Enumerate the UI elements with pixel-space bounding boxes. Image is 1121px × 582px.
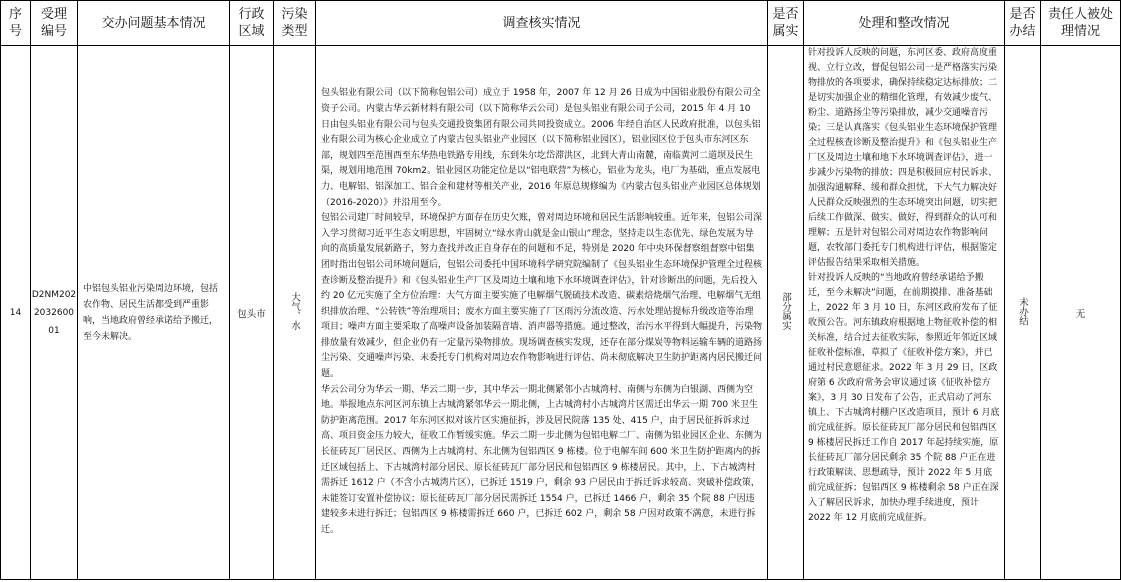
header-accountability: 责任人被处理情况 bbox=[1041, 1, 1121, 46]
cell-region: 包头市 bbox=[230, 46, 274, 580]
investigation-paragraph: 华云公司分为华云一期、华云二期一步，其中华云一期北侧紧邻小古城湾村、南侧与东侧为白银湖、西侧为空地。举报地点东河区河东镇上古城湾紧邻华云一期北侧，上古城湾村小古城湾片区需迁出华云一期 700 米卫生防护距离范围。2017 年东河区拟对该片区实施征拆，涉及居民院落 135 处、415 户，由于居民征拆诉求过高、项目资金压力较大，征收工作暂缓实施。华云二期一步北侧为包铝电解二厂、南侧为铝业园区企业、东侧为长征砖瓦厂居民区、西侧为上古城湾村、东北侧为包铝西区 9 栋楼。位于电解车间 600 米卫生防护距离内的拆迁区域包括上、下古城湾村部分居民、原长征砖瓦厂部分居民和包铝西区 9 栋楼居民。其中，上、下古城湾村需拆迁 1612 户（不含小古城湾片区），已拆迁 1519 户，剩余 93 户居民由于拆迁诉求较高、突破补偿政策，未能签订安置补偿协议；原长征砖瓦厂部分居民需拆迁 1554 户，已拆迁 1466 户，剩余 35 个院 88 户因违建较多未进行拆迁；包铝西区 9 栋楼需拆迁 660 户，已拆迁 602 户，剩余 58 户因对政策不满意，未进行拆迁。 bbox=[321, 384, 763, 536]
pollution-type-text: 大气、水 bbox=[289, 292, 300, 330]
completed-text: 未办结 bbox=[1017, 296, 1028, 326]
cell-verified bbox=[768, 46, 804, 580]
header-completed: 是否办结 bbox=[1005, 1, 1041, 46]
cell-pollution-type bbox=[274, 46, 316, 580]
header-handling: 处理和整改情况 bbox=[804, 1, 1005, 46]
case-id-line: 01 bbox=[48, 325, 60, 336]
cell-index: 14 bbox=[1, 46, 31, 580]
cell-handling bbox=[804, 46, 1005, 580]
header-investigation: 调查核实情况 bbox=[316, 1, 768, 46]
header-verified: 是否属实 bbox=[768, 1, 804, 46]
handling-paragraph: 针对投诉人反映的问题，东河区委、政府高度重视、立行立改，督促包铝公司一是严格落实污染物排放的各项要求，确保持续稳定达标排放；二是切实加强企业的精细化管理，有效减少废气、粉尘、道路扬尘等污染排放，减少交通噪音污染；三是认真落实《包头铝业生态环境保护管理全过程核查诊断及整治提升》和《包头铝业生产厂区及周边土壤和地下水环境调查评估》，进一步减少污染物的排放；四是积极回应村民诉求、加强沟通解释、缓和群众担忧，下大气力解决好人民群众反映强烈的生态环境突出问题，切实把后续工作做深、做实、做好，得到群众的认可和理解；五是针对包铝公司对周边农作物影响问题，农牧部门委托专门机构进行评估，根据鉴定评估报告结果采取相关措施。 bbox=[808, 48, 998, 268]
cell-investigation bbox=[316, 46, 768, 580]
cell-completed bbox=[1005, 46, 1041, 580]
verified-text: 部分属实 bbox=[780, 292, 791, 330]
header-row bbox=[1, 1, 1121, 46]
investigation-paragraph: 包头铝业有限公司（以下简称包铝公司）成立于 1958 年，2007 年 12 月 26 日成为中国铝业股份有限公司全资子公司。内蒙古华云新材料有限公司（以下简称华云公司）是包头铝业有限公司子公司，2015 年 4 月 10 日由包头铝业有限公司与包头交通投资集团有限公司共同投资成立。2006 年经自治区人民政府批准，以包头铝业有限公司为核心企业成立了内蒙古包头铝业产业园区（以下简称铝业园区），铝业园区位于包头市东河区东部，规划四至范围西至东华热电铁路专用线，东到朱尔圪岱滞洪区，北到大青山南麓，南临黄河二道坝及民生渠，规划用地范围 70km2。铝业园区功能定位是以“铝电联营”为核心，铝业为龙头，电厂为基础，重点发展电力、电解铝、铝深加工、铝合金和建材等相关产业，2016 年原总规修编为《内蒙古包头铝业产业园区总体规划（2016-2020）》并沿用至今。 bbox=[321, 88, 761, 208]
investigation-paragraph: 包铝公司建厂时间较早，环境保护方面存在历史欠账，曾对周边环境和居民生活影响较重。近年来，包铝公司深入学习贯彻习近平生态文明思想，牢固树立“绿水青山就是金山银山”理念，坚持走以生态优先、绿色发展为导向的高质量发展新路子，努力查找并改正自身存在的问题和不足，特别是 2020 年中央环保督察组督察中铝集团时指出包铝公司环境问题后，包铝公司委托中国环境科学研究院编制了《包头铝业生态环境保护管理全过程核查诊断及整治提升》和《包头铝业生产厂区及周边土壤和地下水环境调查评估》，针对诊断出的问题，先后投入约 20 亿元实施了全方位治理：大气方面主要实施了电解烟气脱硫技术改造、碳素焙烧烟气治理、电解烟气无组织排放治理、“公转铁”等治理项目；废水方面主要实施了厂区雨污分流改造、污水处理站提标升级改造等治理项目；噪声方面主要采取了高噪声设备加装隔音墙、消声器等措施。通过整改，治污水平得到大幅提升，污染物排放量有效减少，但企业仍有一定量污染物排放。现场调查核实发现，还存在部分煤炭等物料运输车辆的道路扬尘污染、交通噪声污染、未委托专门机构对周边农作物影响进行评估、尚未彻底解决卫生防护距离内居民搬迁问题。 bbox=[321, 213, 763, 380]
cell-accountability: 无 bbox=[1041, 46, 1121, 580]
header-basic-info: 交办问题基本情况 bbox=[78, 1, 230, 46]
cell-basic-info: 中铝包头铝业污染周边环境，包括农作物、居民生活都受到严重影响，当地政府曾经承诺给予搬迁，至今未解决。 bbox=[78, 46, 230, 580]
case-id-line: D2NM202 bbox=[31, 289, 77, 300]
table-row bbox=[1, 46, 1121, 580]
cell-case-id bbox=[31, 46, 78, 580]
case-id-line: 2032600 bbox=[33, 307, 75, 318]
header-region: 行政区域 bbox=[230, 1, 274, 46]
handling-paragraph: 针对投诉人反映的“当地政府曾经承诺给予搬迁，至今未解决”问题，在前期摸排、准备基础上，2022 年 3 月 10 日，东河区政府发布了征收预公告。河东镇政府根据地上物征收补偿的相关标准，结合过去征收实际，参照近年邻近区域征收补偿标准，草拟了《征收补偿方案》，并已通过村民意愿征求。2022 年 3 月 29 日，区政府第 6 次政府常务会审议通过该《征收补偿方案》，3 月 30 日发布了公告，正式启动了河东镇上、下古城湾村棚户区改造项目，预计 6 月底前完成征拆。原长征砖瓦厂部分居民和包铝西区 9 栋楼居民拆迁工作自 2017 年起持续实施，原长征砖瓦厂部分居民剩余 35 个院 88 户正在进行政策解读、思想疏导，预计 2022 年 5 月底前完成征拆；包铝西区 9 栋楼剩余 58 户正在深入了解居民诉求，加快办理手续进度，预计 2022 年 12 月底前完成征拆。 bbox=[808, 273, 1000, 523]
header-pollution-type: 污染类型 bbox=[274, 1, 316, 46]
header-case-id: 受理编号 bbox=[31, 1, 78, 46]
header-index: 序号 bbox=[1, 1, 31, 46]
